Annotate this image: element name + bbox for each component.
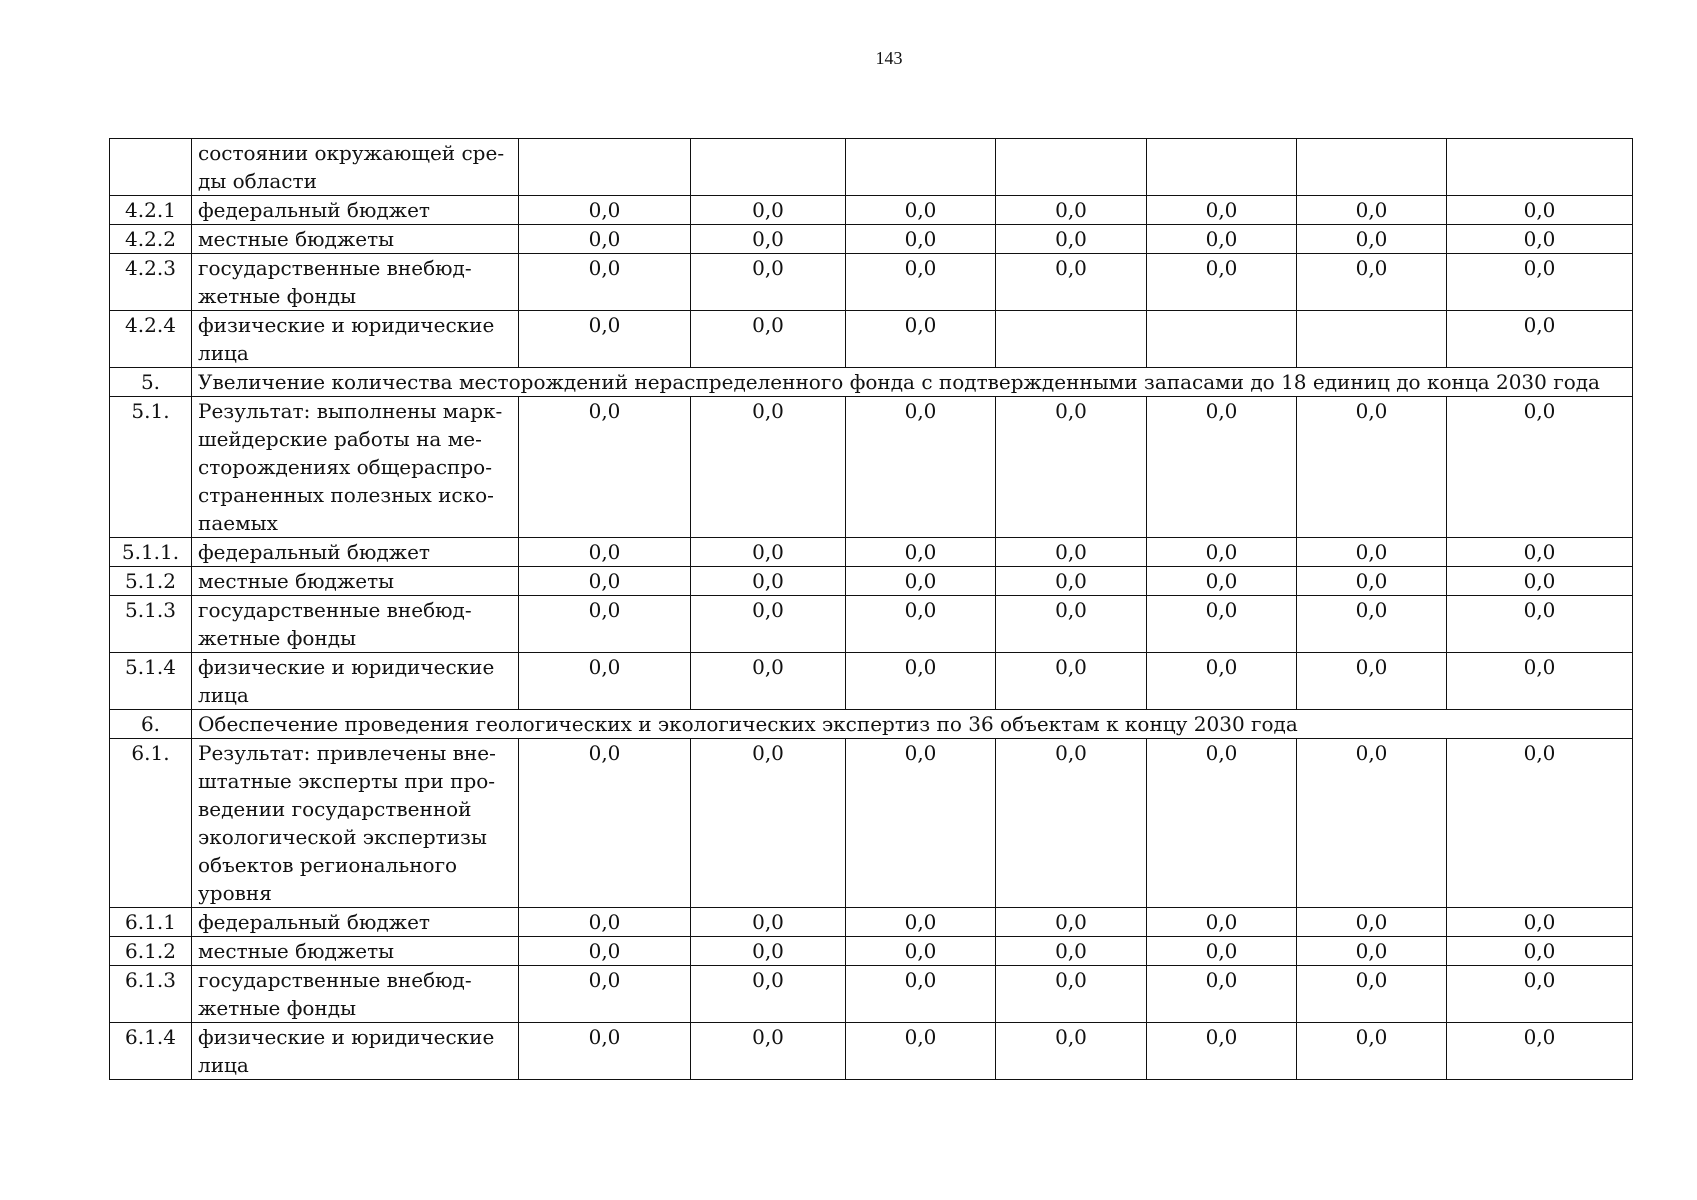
- value-cell: 0,0: [691, 739, 846, 908]
- value-cell: 0,0: [519, 908, 691, 937]
- row-number-cell: 5.1.2: [110, 567, 192, 596]
- row-number-cell: 6.1.2: [110, 937, 192, 966]
- item-name-cell: федеральный бюджет: [192, 538, 519, 567]
- value-cell: [1447, 139, 1633, 196]
- table-row: [110, 1023, 1633, 1080]
- item-name-cell: государственные внебюд- жетные фонды: [192, 596, 519, 653]
- value-cell: 0,0: [1297, 397, 1447, 538]
- value-cell: 0,0: [519, 937, 691, 966]
- item-name-cell: Результат: привлечены вне- штатные эксперты при про- ведении государственной экологической экспертизы объектов регионального уровня: [192, 739, 519, 908]
- value-cell: 0,0: [519, 254, 691, 311]
- value-cell: 0,0: [1297, 596, 1447, 653]
- value-cell: 0,0: [1447, 908, 1633, 937]
- value-cell: 0,0: [691, 937, 846, 966]
- value-cell: 0,0: [1147, 567, 1297, 596]
- value-cell: 0,0: [996, 254, 1147, 311]
- value-cell: 0,0: [1297, 225, 1447, 254]
- value-cell: 0,0: [846, 311, 996, 368]
- value-cell: [691, 139, 846, 196]
- value-cell: 0,0: [1147, 739, 1297, 908]
- table-row: [110, 254, 1633, 311]
- row-number-cell: 5.1.3: [110, 596, 192, 653]
- row-number-cell: 6.1.3: [110, 966, 192, 1023]
- value-cell: 0,0: [691, 311, 846, 368]
- value-cell: [996, 139, 1147, 196]
- row-number-cell: 5.1.: [110, 397, 192, 538]
- value-cell: 0,0: [996, 225, 1147, 254]
- item-name-cell: местные бюджеты: [192, 567, 519, 596]
- row-number-cell: 4.2.3: [110, 254, 192, 311]
- table-row: [110, 567, 1633, 596]
- value-cell: 0,0: [846, 567, 996, 596]
- item-name-cell: государственные внебюд- жетные фонды: [192, 254, 519, 311]
- value-cell: 0,0: [846, 596, 996, 653]
- value-cell: 0,0: [691, 908, 846, 937]
- value-cell: 0,0: [846, 254, 996, 311]
- value-cell: 0,0: [996, 596, 1147, 653]
- budget-table: [109, 138, 1633, 1080]
- value-cell: 0,0: [846, 653, 996, 710]
- table-body: [110, 139, 1633, 1080]
- table-row: [110, 397, 1633, 538]
- value-cell: 0,0: [1147, 908, 1297, 937]
- value-cell: 0,0: [846, 225, 996, 254]
- value-cell: 0,0: [846, 1023, 996, 1080]
- value-cell: 0,0: [1147, 937, 1297, 966]
- value-cell: 0,0: [846, 196, 996, 225]
- value-cell: 0,0: [1147, 196, 1297, 225]
- value-cell: [996, 311, 1147, 368]
- value-cell: 0,0: [691, 538, 846, 567]
- table-row: [110, 311, 1633, 368]
- value-cell: [1147, 139, 1297, 196]
- value-cell: [846, 139, 996, 196]
- table-row: [110, 653, 1633, 710]
- item-name-cell: федеральный бюджет: [192, 908, 519, 937]
- table-row: [110, 225, 1633, 254]
- value-cell: 0,0: [1297, 254, 1447, 311]
- value-cell: 0,0: [519, 596, 691, 653]
- value-cell: 0,0: [691, 225, 846, 254]
- row-number-cell: 6.1.4: [110, 1023, 192, 1080]
- value-cell: 0,0: [519, 567, 691, 596]
- value-cell: 0,0: [996, 653, 1147, 710]
- value-cell: 0,0: [1147, 538, 1297, 567]
- value-cell: 0,0: [519, 966, 691, 1023]
- value-cell: [1147, 311, 1297, 368]
- value-cell: [1297, 311, 1447, 368]
- table-row: [110, 937, 1633, 966]
- item-name-cell: физические и юридические лица: [192, 1023, 519, 1080]
- value-cell: 0,0: [846, 937, 996, 966]
- value-cell: 0,0: [1447, 739, 1633, 908]
- item-name-cell: состоянии окружающей сре- ды области: [192, 139, 519, 196]
- value-cell: 0,0: [996, 196, 1147, 225]
- value-cell: 0,0: [846, 966, 996, 1023]
- value-cell: 0,0: [1447, 538, 1633, 567]
- value-cell: 0,0: [1447, 196, 1633, 225]
- value-cell: 0,0: [1147, 1023, 1297, 1080]
- value-cell: 0,0: [1297, 567, 1447, 596]
- value-cell: 0,0: [1147, 653, 1297, 710]
- value-cell: 0,0: [691, 254, 846, 311]
- value-cell: 0,0: [1297, 538, 1447, 567]
- row-number-cell: 5.1.1.: [110, 538, 192, 567]
- row-number-cell: [110, 139, 192, 196]
- row-number-cell: 6.1.: [110, 739, 192, 908]
- goal-row: [110, 368, 1633, 397]
- item-name-cell: физические и юридические лица: [192, 653, 519, 710]
- table-row: [110, 966, 1633, 1023]
- value-cell: 0,0: [996, 739, 1147, 908]
- value-cell: 0,0: [691, 1023, 846, 1080]
- value-cell: 0,0: [691, 653, 846, 710]
- value-cell: 0,0: [1297, 966, 1447, 1023]
- value-cell: 0,0: [846, 908, 996, 937]
- value-cell: 0,0: [691, 196, 846, 225]
- value-cell: [1297, 139, 1447, 196]
- value-cell: 0,0: [1447, 567, 1633, 596]
- value-cell: 0,0: [1447, 397, 1633, 538]
- value-cell: 0,0: [1447, 311, 1633, 368]
- item-name-cell: местные бюджеты: [192, 937, 519, 966]
- value-cell: 0,0: [1297, 196, 1447, 225]
- value-cell: 0,0: [1297, 1023, 1447, 1080]
- value-cell: 0,0: [996, 567, 1147, 596]
- value-cell: 0,0: [846, 397, 996, 538]
- value-cell: 0,0: [1447, 596, 1633, 653]
- goal-title-cell: Увеличение количества месторождений нераспределенного фонда с подтвержденными запасами до 18 единиц до конца 2030 года: [192, 368, 1633, 397]
- row-number-cell: 6.1.1: [110, 908, 192, 937]
- value-cell: 0,0: [846, 739, 996, 908]
- table-row: [110, 908, 1633, 937]
- table-row: [110, 139, 1633, 196]
- row-number-cell: 4.2.4: [110, 311, 192, 368]
- value-cell: 0,0: [519, 1023, 691, 1080]
- value-cell: 0,0: [1447, 254, 1633, 311]
- value-cell: 0,0: [691, 596, 846, 653]
- value-cell: 0,0: [996, 937, 1147, 966]
- value-cell: 0,0: [846, 538, 996, 567]
- item-name-cell: Результат: выполнены марк- шейдерские работы на ме- сторождениях общераспро- страненных полезных иско- паемых: [192, 397, 519, 538]
- value-cell: 0,0: [1297, 653, 1447, 710]
- value-cell: 0,0: [519, 397, 691, 538]
- value-cell: 0,0: [1447, 1023, 1633, 1080]
- value-cell: 0,0: [519, 538, 691, 567]
- goal-title-cell: Обеспечение проведения геологических и экологических экспертиз по 36 объектам к концу 2030 года: [192, 710, 1633, 739]
- item-name-cell: федеральный бюджет: [192, 196, 519, 225]
- page-number: 143: [875, 48, 903, 68]
- value-cell: 0,0: [1447, 937, 1633, 966]
- value-cell: 0,0: [1447, 225, 1633, 254]
- value-cell: 0,0: [996, 966, 1147, 1023]
- value-cell: 0,0: [691, 966, 846, 1023]
- item-name-cell: местные бюджеты: [192, 225, 519, 254]
- value-cell: 0,0: [519, 311, 691, 368]
- value-cell: 0,0: [1297, 937, 1447, 966]
- value-cell: 0,0: [1147, 397, 1297, 538]
- row-number-cell: 4.2.1: [110, 196, 192, 225]
- value-cell: 0,0: [519, 739, 691, 908]
- value-cell: 0,0: [996, 397, 1147, 538]
- value-cell: 0,0: [996, 1023, 1147, 1080]
- row-number-cell: 6.: [110, 710, 192, 739]
- value-cell: 0,0: [1297, 739, 1447, 908]
- value-cell: 0,0: [1147, 596, 1297, 653]
- value-cell: [519, 139, 691, 196]
- table-row: [110, 538, 1633, 567]
- value-cell: 0,0: [996, 538, 1147, 567]
- row-number-cell: 5.: [110, 368, 192, 397]
- value-cell: 0,0: [519, 225, 691, 254]
- value-cell: 0,0: [996, 908, 1147, 937]
- goal-row: [110, 710, 1633, 739]
- value-cell: 0,0: [1447, 966, 1633, 1023]
- value-cell: 0,0: [1147, 254, 1297, 311]
- value-cell: 0,0: [1297, 908, 1447, 937]
- row-number-cell: 5.1.4: [110, 653, 192, 710]
- item-name-cell: государственные внебюд- жетные фонды: [192, 966, 519, 1023]
- value-cell: 0,0: [1147, 225, 1297, 254]
- value-cell: 0,0: [1447, 653, 1633, 710]
- value-cell: 0,0: [519, 653, 691, 710]
- value-cell: 0,0: [691, 567, 846, 596]
- value-cell: 0,0: [519, 196, 691, 225]
- item-name-cell: физические и юридические лица: [192, 311, 519, 368]
- table-row: [110, 596, 1633, 653]
- table-row: [110, 739, 1633, 908]
- value-cell: 0,0: [691, 397, 846, 538]
- table-row: [110, 196, 1633, 225]
- row-number-cell: 4.2.2: [110, 225, 192, 254]
- value-cell: 0,0: [1147, 966, 1297, 1023]
